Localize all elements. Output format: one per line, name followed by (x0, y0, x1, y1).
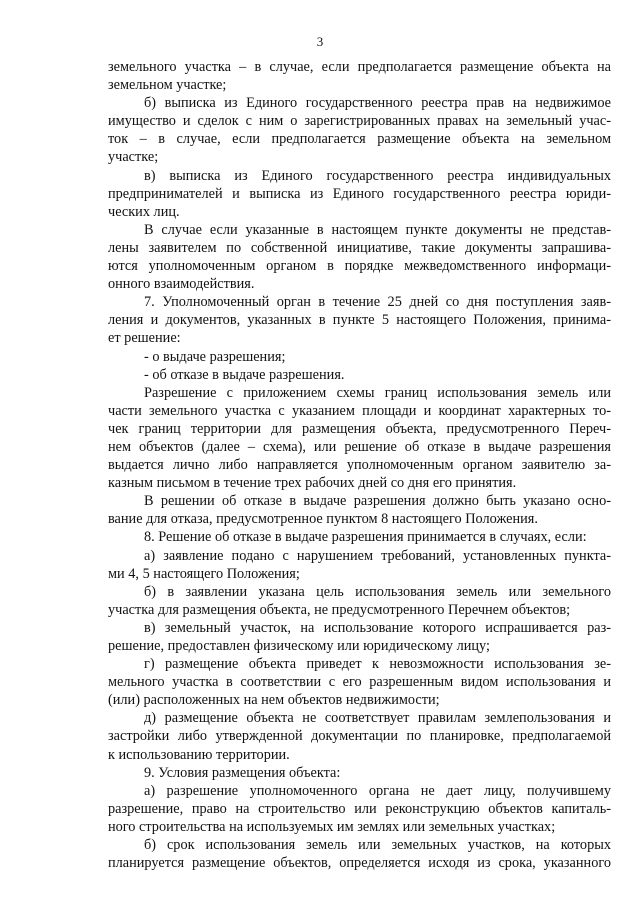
text-line: ток – в случае, если предполагается размещение объекта на земельном (108, 131, 611, 148)
text-line: вание для отказа, предусмотренное пунктом 8 настоящего Положения. (108, 511, 538, 528)
text-line: б) срок использования земель или земельных участков, на которых (144, 837, 611, 854)
text-line: лены заявителем по собственной инициативе, такие документы запрашива- (108, 239, 611, 256)
text-line: онного взаимодействия. (108, 276, 255, 293)
text-line: Разрешение с приложением схемы границ использования земель или (144, 384, 611, 401)
text-line: 8. Решение об отказе в выдаче разрешения принимается в случаях, если: (144, 529, 587, 546)
text-line: выдается лично либо направляется уполномоченным органом заявителю за- (108, 457, 611, 474)
text-line: участка для размещения объекта, не предусмотренного Перечнем объектов; (108, 601, 571, 618)
text-line: мельного участка в соответствии с его разрешенным видом использования и (108, 674, 611, 691)
text-line: ления и документов, указанных в пункте 5 настоящего Положения, принима- (108, 312, 611, 329)
text-line: - об отказе в выдаче разрешения. (144, 366, 345, 383)
text-line: а) заявление подано с нарушением требований, установленных пункта- (144, 547, 611, 564)
text-line: 9. Условия размещения объекта: (144, 764, 341, 781)
text-line: ет решение: (108, 330, 181, 347)
text-line: казным письмом в течение трех рабочих дней со дня его принятия. (108, 475, 517, 492)
text-line: ются уполномоченным органом в порядке межведомственного информаци- (108, 258, 611, 275)
text-line: д) размещение объекта не соответствует правилам землепользования и (144, 710, 611, 727)
text-line: имущество и сделок с ним о зарегистрированных правах на земельный учас- (108, 113, 611, 130)
text-line: предпринимателей и выписка из Единого государственного реестра юриди- (108, 185, 611, 202)
text-line: В случае если указанные в настоящем пункте документы не представ- (144, 221, 611, 238)
text-line: решение, предоставлен физическому или юридическому лицу; (108, 638, 490, 654)
text-line: В решении об отказе в выдаче разрешения должно быть указано осно- (144, 493, 611, 510)
page-number: 3 (316, 34, 324, 49)
text-line: г) размещение объекта приведет к невозможности использования зе- (144, 656, 611, 673)
text-line: участке; (108, 149, 159, 166)
text-line: в) выписка из Единого государственного реестра индивидуальных (144, 167, 611, 184)
text-line: к использованию территории. (108, 746, 290, 763)
text-line: б) в заявлении указана цель использования земель или земельного (144, 583, 611, 600)
text-line: застройки либо утвержденной документации по планировке, предполагаемой (108, 728, 611, 745)
text-line: б) выписка из Единого государственного реестра прав на недвижимое (144, 95, 611, 112)
text-line: в) земельный участок, на использование которого испрашивается раз- (144, 619, 611, 636)
text-line: части земельного участка с указанием площади и координат характерных то- (108, 402, 611, 419)
text-line: (или) расположенных на нем объектов недвижимости; (108, 692, 440, 709)
text-line: нем объектов (далее – схема), или решение об отказе в выдаче разрешения (108, 438, 611, 455)
text-line: разрешение, право на строительство или реконструкцию объектов капиталь- (108, 800, 611, 817)
text-line: ми 4, 5 настоящего Положения; (108, 565, 300, 582)
text-line: - о выдаче разрешения; (144, 348, 286, 365)
text-line: земельного участка – в случае, если предполагается размещение объекта на (108, 59, 611, 75)
text-line: 7. Уполномоченный орган в течение 25 дней со дня поступления заяв- (144, 294, 611, 311)
text-line: земельном участке; (108, 77, 227, 94)
text-line: чек границ территории для размещения объекта, предусмотренного Переч- (108, 420, 611, 437)
text-line: планируется размещение объектов, определяется исходя из срока, указанного (108, 855, 611, 872)
text-line: а) разрешение уполномоченного органа не дает лицу, получившему (144, 782, 611, 799)
text-line: ческих лиц. (108, 203, 180, 220)
text-line: ного строительства на используемых им землях или земельных участках; (108, 818, 556, 835)
document-body (108, 58, 611, 872)
